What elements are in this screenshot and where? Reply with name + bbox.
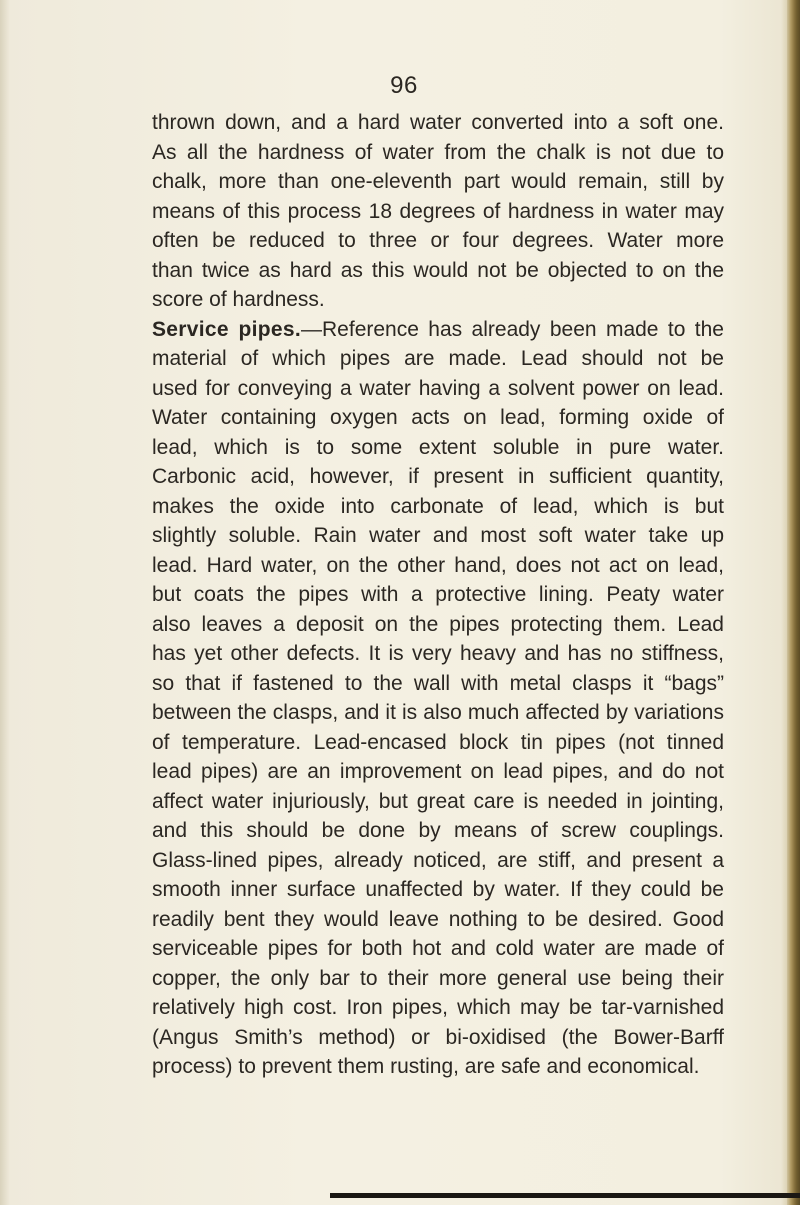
page-gutter-shadow [0,0,10,1205]
text-line: often be reduced to three or four degrees. Water more [152,229,724,252]
bottom-rule [330,1193,800,1198]
text-line: affect water injuriously, but great care is needed in jointing, [152,789,724,813]
section-heading: Service pipes. [152,317,302,341]
text-line: lead pipes) are an improvement on lead pipes, and do not [152,760,724,783]
text-run: —Reference has already been made to the [301,317,724,341]
text-line: copper, the only bar to their more general use being their [152,966,724,990]
text-line: material of which pipes are made. Lead should not be [152,347,724,370]
text-line: Carbonic acid, however, if present in sufficient quantity, [152,465,724,488]
body-text [152,108,724,1082]
text-line: As all the hardness of water from the chalk is not due to [152,140,724,164]
text-line: makes the oxide into carbonate of lead, which is but [152,494,724,518]
text-line: chalk, more than one-eleventh part would remain, still by [152,170,724,193]
page-edge [787,0,800,1205]
text-line: thrown down, and a hard water converted into a soft one. [152,111,724,134]
text-line: Water containing oxygen acts on lead, forming oxide of [152,406,724,429]
text-line: means of this process 18 degrees of hardness in water may [152,199,724,223]
text-line: than twice as hard as this would not be objected to on the [152,258,724,282]
text-line: but coats the pipes with a protective lining. Peaty water [152,583,724,606]
text-line: smooth inner surface unaffected by water. If they could be [152,878,724,901]
text-line: lead. Hard water, on the other hand, does not act on lead, [152,553,724,577]
text-line: relatively high cost. Iron pipes, which may be tar-varnished [152,996,724,1019]
text-line: (Angus Smith’s method) or bi-oxidised (the Bower-Barff [152,1025,724,1049]
section-heading-line [152,315,724,345]
text-line: score of hardness. [152,288,325,311]
text-line: used for conveying a water having a solvent power on lead. [152,376,724,400]
text-line: slightly soluble. Rain water and most soft water take up [152,524,724,547]
text-line: also leaves a deposit on the pipes protecting them. Lead [152,612,724,636]
text-line: between the clasps, and it is also much affected by variations [152,701,724,724]
text-line: and this should be done by means of screw couplings. [152,819,724,842]
page-number: 96 [390,72,418,99]
text-line: of temperature. Lead-encased block tin pipes (not tinned [152,730,724,754]
text-line: lead, which is to some extent soluble in pure water. [152,435,724,459]
text-line: has yet other defects. It is very heavy and has no stiffness, [152,642,724,665]
text-line: process) to prevent them rusting, are safe and economical. [152,1055,700,1078]
text-line: Glass-lined pipes, already noticed, are stiff, and present a [152,848,724,872]
text-line: serviceable pipes for both hot and cold water are made of [152,937,724,960]
text-line: so that if fastened to the wall with metal clasps it “bags” [152,671,724,695]
text-line: readily bent they would leave nothing to be desired. Good [152,907,724,931]
